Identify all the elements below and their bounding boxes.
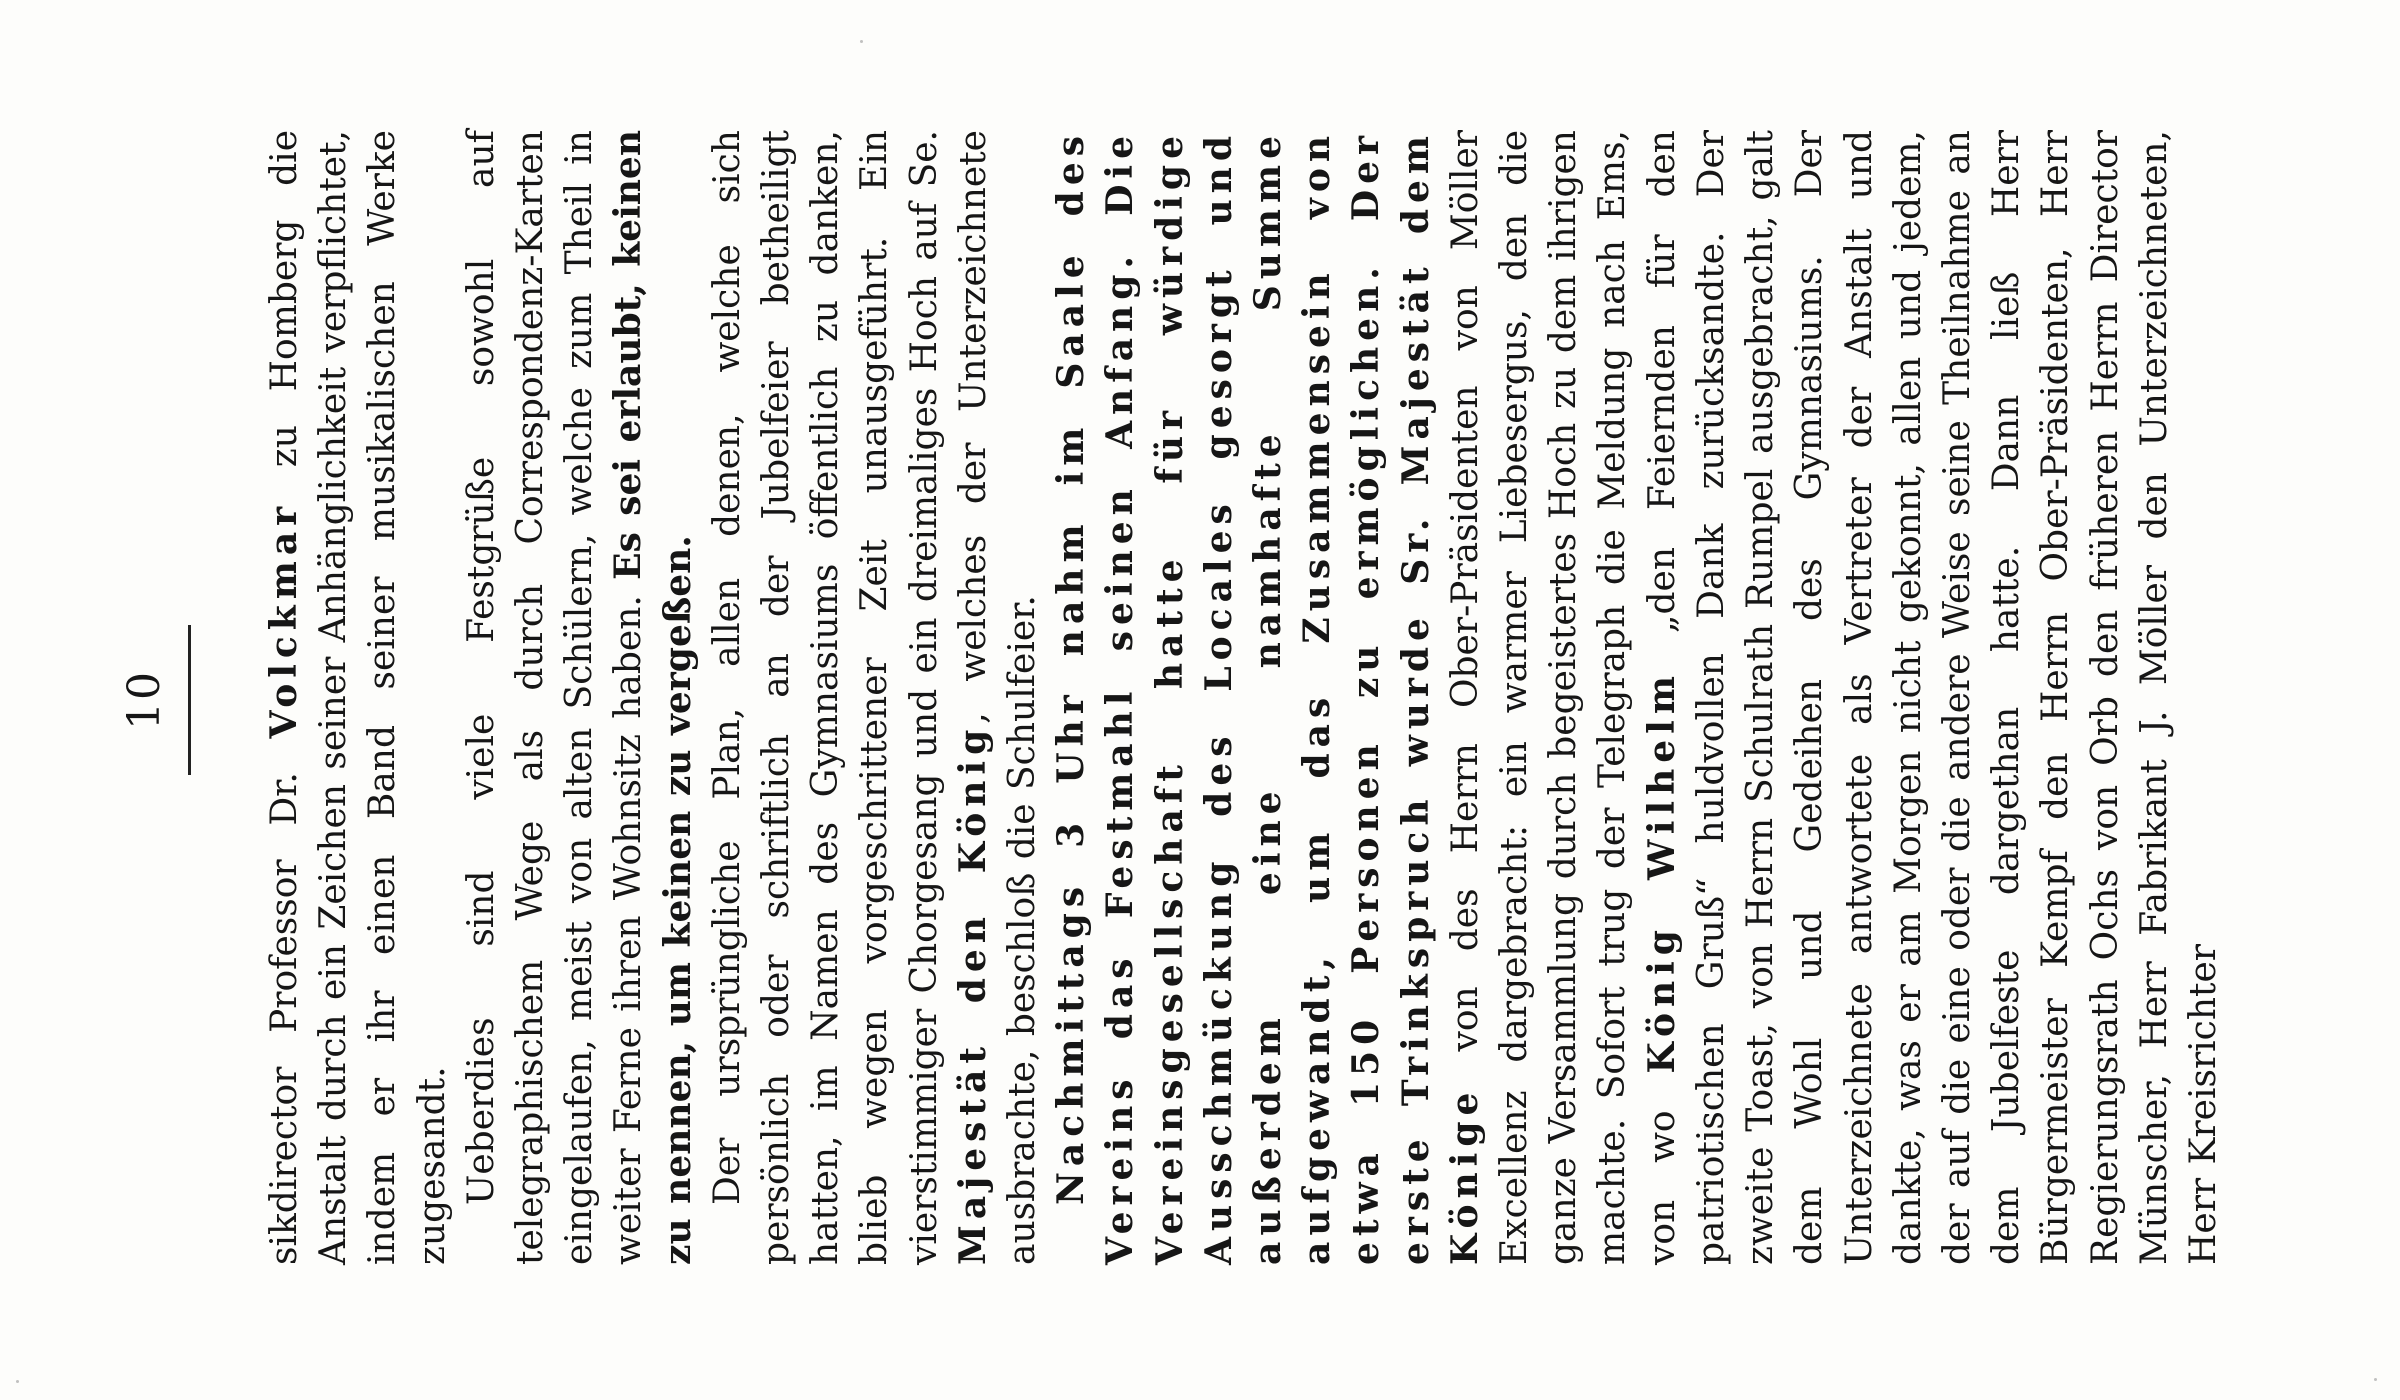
text-run: Ueberdies sind viele Festgrüße sowohl auf telegraphischem Wege als durch Correspondenz-Karten eingelaufen, meist von alten Schülern, welche zum Theil in weiter Ferne ihren Wohnsitz haben.	[460, 130, 650, 1265]
text-run: „den Feiernden für den patriotischen Gruß“ huldvollen Dank zurücksandte. Der zweite Toast, von Herrn Schulrath Rumpel ausgebracht, galt dem Wohl und Gedeihen des Gymnasiums. Der Unterzeichnete antwortete als Vertreter der Anstalt und dankte, was er am Morgen nicht gekonnt, allen und jedem, der auf die eine oder die andere Weise seine Theilnahme an dem Jubelfeste dargethan hatte. Dann ließ Herr Bürgermeister Kempf den Herrn Ober-Präsidenten, Herr Regierungsrath Ochs von Orb den früheren Herrn Director Münscher, Herr Fabrikant J. Möller den Unterzeichneten, Herr Kreisrichter	[1641, 130, 2224, 1265]
header-rule	[188, 625, 191, 775]
emphasized-text: Nachmittags 3 Uhr nahm im Saale des Vereins das Festmahl seinen Anfang. Die Vereinsgesellschaft hatte für würdige Ausschmückung des Locales gesorgt und außerdem eine namhafte Summe aufgewandt, um das Zusammensein von etwa 150 Personen zu ermöglichen. Der erste Trinkspruch wurde Sr. Majestät dem Könige	[1050, 130, 1486, 1265]
body-text	[260, 130, 2228, 1265]
scan-speck	[2374, 1378, 2377, 1381]
page-header	[120, 0, 191, 1400]
emphasized-text: Majestät den König	[951, 723, 994, 1265]
text-run: Der ursprüngliche Plan, allen denen, welche sich persönlich oder schriftlich an der Jubelfeier betheiligt hatten, im Namen des Gymnasiums öffentlich zu danken, blieb wegen vorgeschrittener Zeit unausgeführt. Ein vierstimmiger Chorgesang und ein dreimaliges Hoch auf Se.	[706, 130, 945, 1265]
text-run: von des Herrn Ober-Präsidenten von Möller Excellenz dargebracht: ein warmer Liebesergus, den die ganze Versammlung durch begeistertes Hoch zu dem ihrigen machte. Sofort trug der Telegraph die Meldung nach Ems, von wo	[1444, 130, 1683, 1265]
paragraph	[260, 130, 457, 1265]
emphasized-text: Es sei erlaubt, keinen zu nennen, um keinen zu vergeßen.	[607, 130, 699, 1265]
paragraph	[1047, 130, 2228, 1265]
paragraph	[457, 130, 703, 1265]
text-run: , welches der Unterzeichnete ausbrachte, beschloß die Schulfeier.	[952, 130, 1044, 1265]
emphasized-text: Volckmar	[263, 500, 305, 739]
paragraph	[703, 130, 1047, 1265]
emphasized-text: König Wilhelm	[1640, 670, 1683, 1074]
text-run: zu Homberg die Anstalt durch ein Zeichen seiner Anhänglichkeit verpflichtet, indem er ihr einen Band seiner musikalischen Werke zugesandt.	[264, 130, 453, 1265]
page-number: 10	[119, 670, 170, 730]
scan-speck	[16, 1380, 19, 1383]
scan-speck	[860, 40, 863, 43]
text-run: sikdirector Professor Dr.	[264, 738, 305, 1265]
